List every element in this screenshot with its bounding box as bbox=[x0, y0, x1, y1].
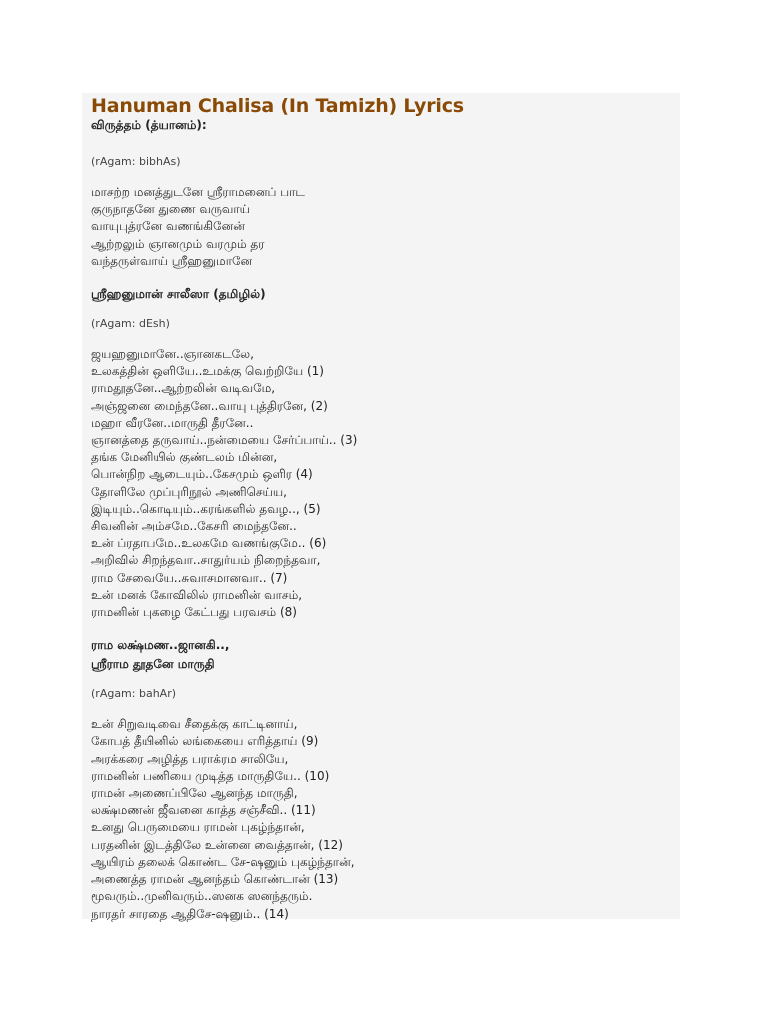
verse-lines bbox=[91, 346, 676, 621]
section-heading: விருத்தம் (த்யானம்): bbox=[91, 118, 207, 132]
raga-label: (rAgam: dEsh) bbox=[91, 317, 170, 331]
verse-line: உன் சிறுவடிவை சீதைக்கு காட்டினாய், bbox=[91, 717, 298, 732]
verse-line: கோபத் தீயினில் லங்கையை எரித்தாய் (9) bbox=[91, 734, 319, 749]
section-heading: ஸ்ரீராம தூதனே மாருதி bbox=[91, 657, 215, 672]
verse-line: பரதனின் இடத்திலே உன்னை வைத்தான், (12) bbox=[91, 837, 343, 852]
verse-line: ராமனின் புகழை கேட்பது பரவசம் (8) bbox=[91, 605, 297, 620]
verse-line: பொன்நிற ஆடையும்..கேசமும் ஒளிர (4) bbox=[91, 467, 313, 482]
raga-label: (rAgam: bibhAs) bbox=[91, 155, 181, 168]
section-heading: ராம லக்ஷ்மண..ஜானகி.., bbox=[91, 638, 230, 653]
verse-line: ராம சேவையே..சுவாசமானவா.. (7) bbox=[91, 570, 288, 585]
verse-line: ஞானத்தை தருவாய்..நன்மையை சேர்ப்பாய்.. (3) bbox=[91, 433, 358, 448]
page-title: Hanuman Chalisa (In Tamizh) Lyrics bbox=[91, 95, 464, 117]
verse-line: ராமதூதனே..ஆற்றலின் வடிவமே, bbox=[91, 381, 276, 396]
verse-line: மாசற்ற மனத்துடனே ஸ்ரீராமனைப் பாட bbox=[91, 185, 305, 199]
verse-line: வாயுபுத்ரனே வணங்கினேன் bbox=[91, 219, 245, 234]
section-dhyanam bbox=[91, 117, 676, 270]
verse-line: அணைத்த ராமன் ஆனந்தம் கொண்டான் (13) bbox=[91, 872, 339, 887]
verse-line: மஹா வீரனே..மாருதி தீரனே.. bbox=[91, 415, 254, 430]
verse-line: மூவரும்..முனிவரும்..ஸனக ஸனந்தரும். bbox=[91, 889, 313, 904]
verse-line: ஆற்றலும் ஞானமும் வரமும் தர bbox=[91, 236, 265, 251]
verse-line: தங்க மேனியில் குண்டலம் மின்ன, bbox=[91, 450, 278, 465]
verse-line: ராமனின் பணியை முடித்த மாருதியே.. (10) bbox=[91, 768, 330, 783]
verse-line: லக்ஷ்மணன் ஜீவனை காத்த சஞ்சீவி.. (11) bbox=[91, 803, 316, 818]
verse-line: உன் ப்ரதாபமே..உலகமே வணங்குமே.. (6) bbox=[91, 536, 327, 551]
verse-line: அறிவில் சிறந்தவா..சாதுர்யம் நிறைந்தவா, bbox=[91, 553, 321, 568]
verse-line: இடியும்..கொடியும்..கரங்களில் தவழ.., (5) bbox=[91, 501, 321, 516]
verse-lines bbox=[91, 184, 676, 270]
verse-line: ஜயஹனுமானே..ஞானகடலே, bbox=[91, 347, 254, 362]
section-heading: ஸ்ரீஹனுமான் சாலீஸா (தமிழில்) bbox=[91, 287, 266, 302]
verse-line: ராமன் அணைப்பிலே ஆனந்த மாருதி, bbox=[91, 786, 298, 801]
verse-line: அஞ்ஜனை மைந்தனே..வாயு புத்திரனே, (2) bbox=[91, 398, 328, 413]
section-chalisa bbox=[91, 286, 676, 621]
verse-line: உன் மனக் கோவிலில் ராமனின் வாசம், bbox=[91, 587, 303, 602]
verse-lines bbox=[91, 716, 676, 922]
verse-line: குருநாதனே துணை வருவாய் bbox=[91, 202, 250, 217]
raga-label: (rAgam: bahAr) bbox=[91, 687, 177, 701]
verse-line: தோளிலே முப்புரிநூல் அணிசெய்ய, bbox=[91, 484, 287, 499]
verse-line: உனது பெருமையை ராமன் புகழ்ந்தான், bbox=[91, 820, 305, 835]
verse-line: அரக்கரை அழித்த பராக்ரம சாலியே, bbox=[91, 751, 289, 766]
verse-line: ஆயிரம் தலைக் கொண்ட சே-ஷனும் புகழ்ந்தான், bbox=[91, 854, 355, 869]
verse-line: சிவனின் அம்சமே..கேசரி மைந்தனே.. bbox=[91, 519, 297, 534]
section-bahar bbox=[91, 637, 676, 922]
lyrics-document bbox=[91, 94, 676, 923]
verse-line: உலகத்தின் ஒளியே..உமக்கு வெற்றியே (1) bbox=[91, 364, 324, 379]
verse-line: வந்தருள்வாய் ஸ்ரீஹனுமானே bbox=[91, 253, 253, 268]
verse-line: நாரதர் சாரதை ஆதிசே-ஷனும்.. (14) bbox=[91, 906, 289, 921]
